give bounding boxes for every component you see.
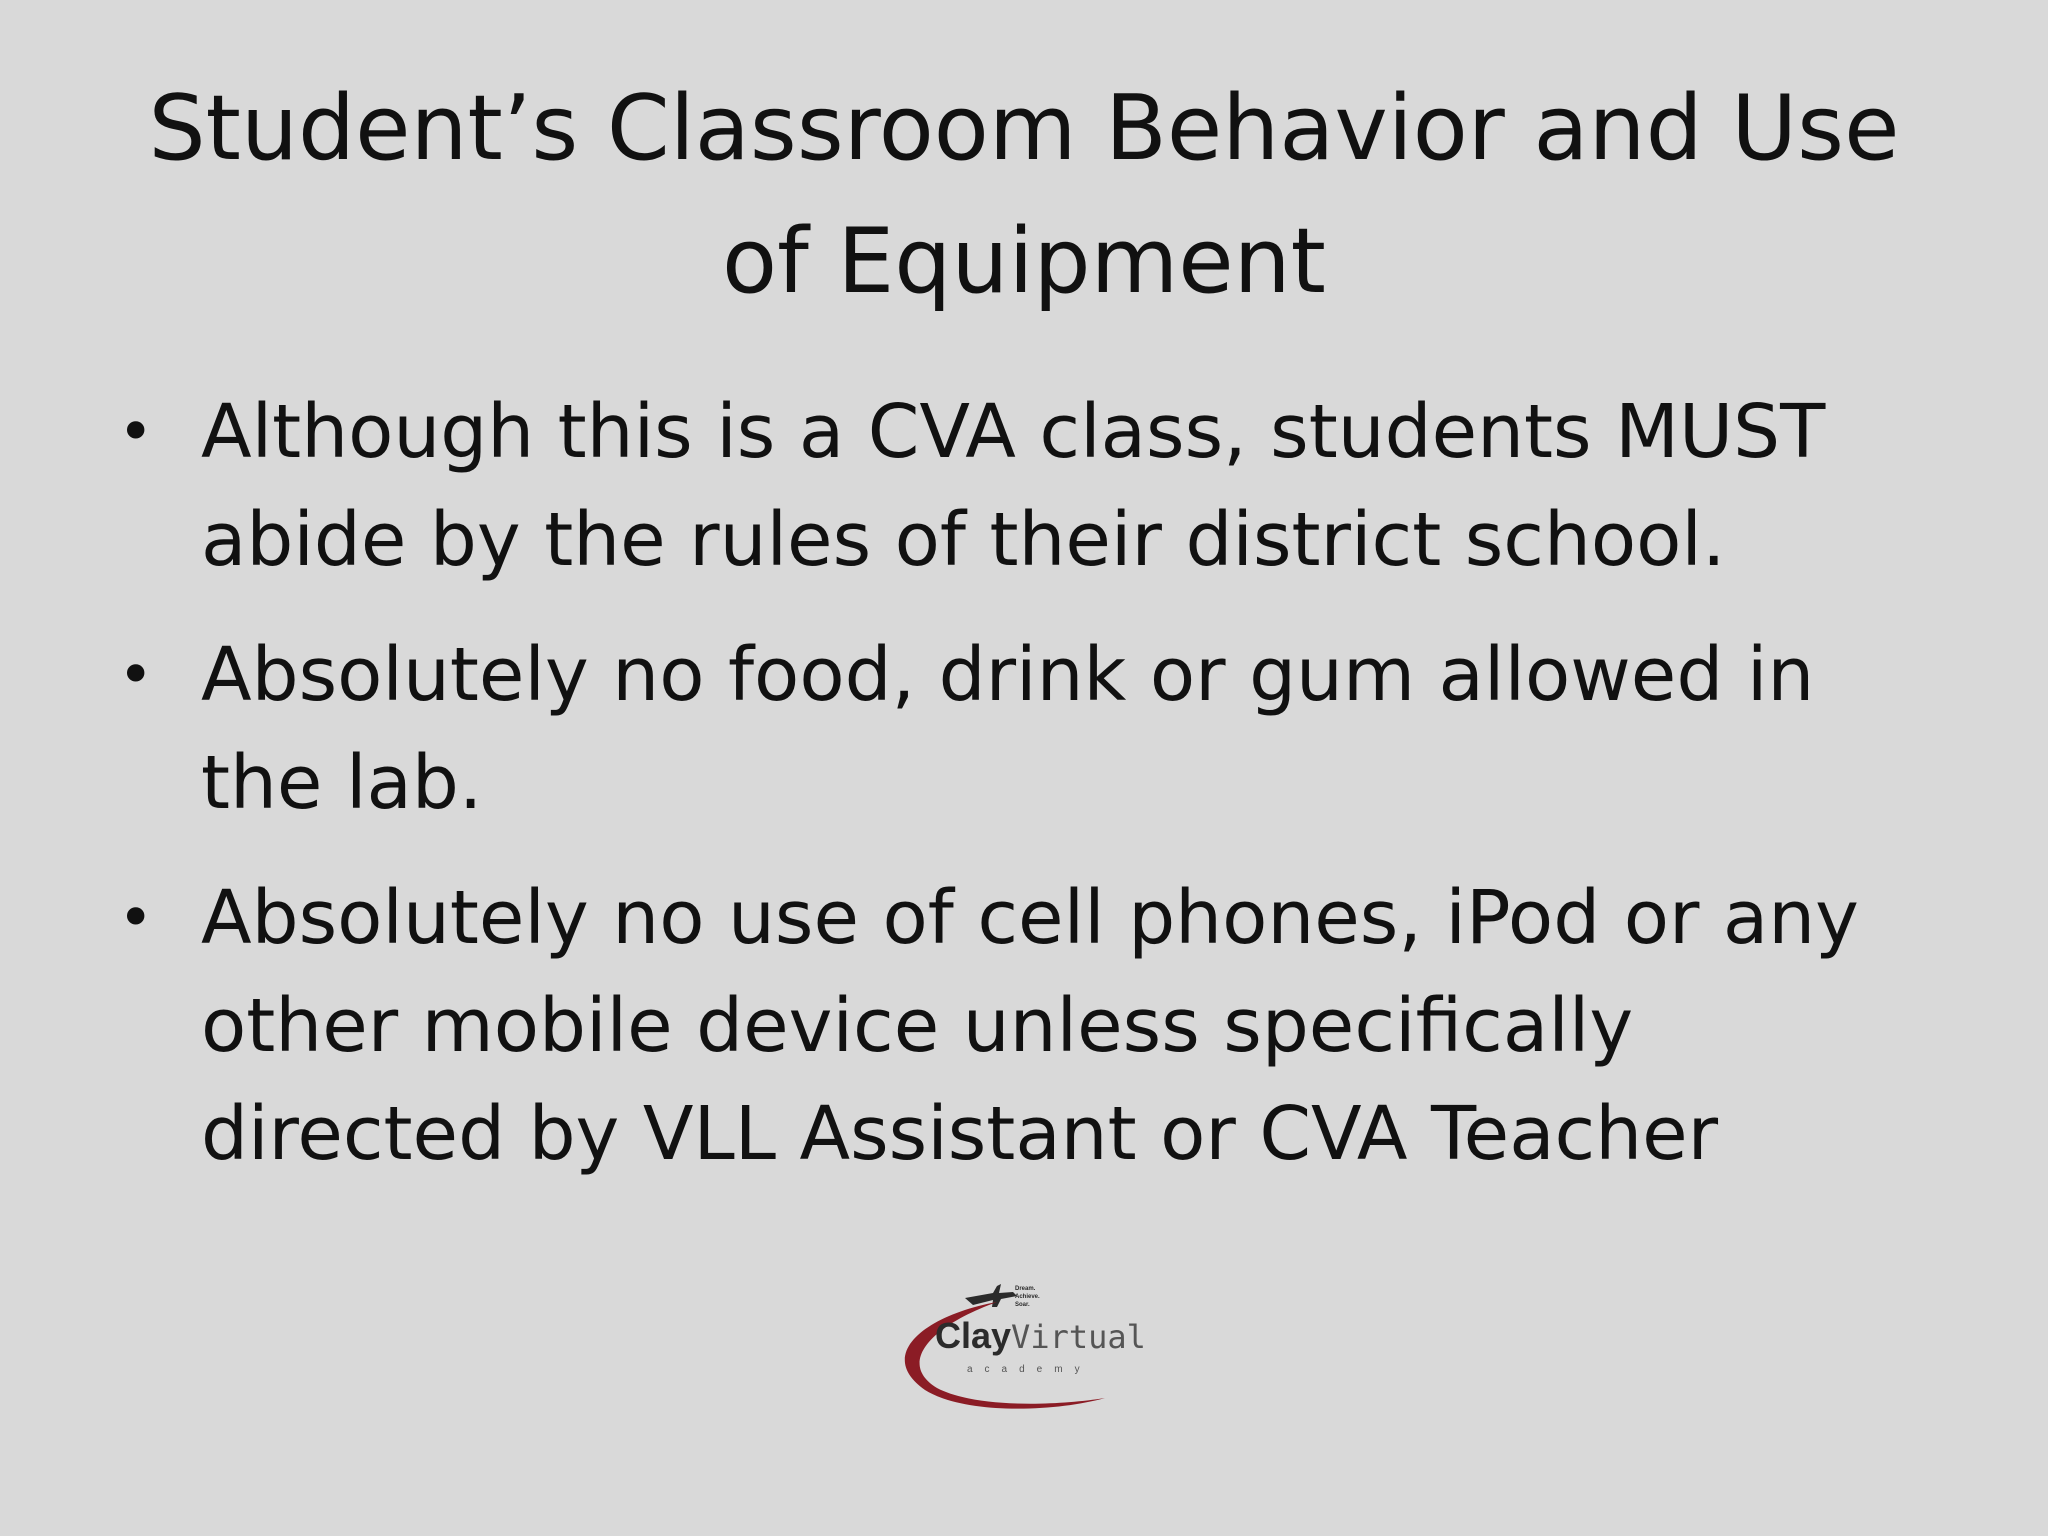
bullet-line: abide by the rules of their district school. <box>201 497 1726 583</box>
bullet-marker: • <box>118 640 154 710</box>
logo-name-regular: Virtual <box>1011 1318 1146 1356</box>
slide-title-line-2: of Equipment <box>722 209 1326 314</box>
bullet-line: Absolutely no use of cell phones, iPod or any <box>201 875 1859 961</box>
bullet-item <box>118 621 1938 837</box>
bullet-item <box>118 378 1938 594</box>
logo-name-bold: Clay <box>935 1315 1012 1356</box>
bullet-marker: • <box>118 883 154 953</box>
bullet-line: other mobile device unless specifically <box>201 983 1634 1069</box>
bullet-line: the lab. <box>201 740 483 826</box>
logo-tagline-1: Dream. <box>1015 1286 1036 1292</box>
clay-virtual-logo <box>885 1260 1185 1420</box>
logo-tagline-3: Soar. <box>1015 1302 1030 1308</box>
bullet-marker: • <box>118 397 154 467</box>
logo-wordmark <box>935 1315 1146 1356</box>
slide-title-line-1: Student’s Classroom Behavior and Use <box>148 76 1900 181</box>
bullet-line: Although this is a CVA class, students MUST <box>201 389 1826 475</box>
logo-subtitle: academy <box>967 1364 1092 1375</box>
bullet-list <box>118 378 1938 1215</box>
bullet-item <box>118 864 1938 1188</box>
logo-tagline-2: Achieve. <box>1015 1294 1040 1300</box>
slide-title <box>90 62 1958 328</box>
bullet-line: directed by VLL Assistant or CVA Teacher <box>201 1091 1719 1177</box>
bullet-line: Absolutely no food, drink or gum allowed in <box>201 632 1815 718</box>
